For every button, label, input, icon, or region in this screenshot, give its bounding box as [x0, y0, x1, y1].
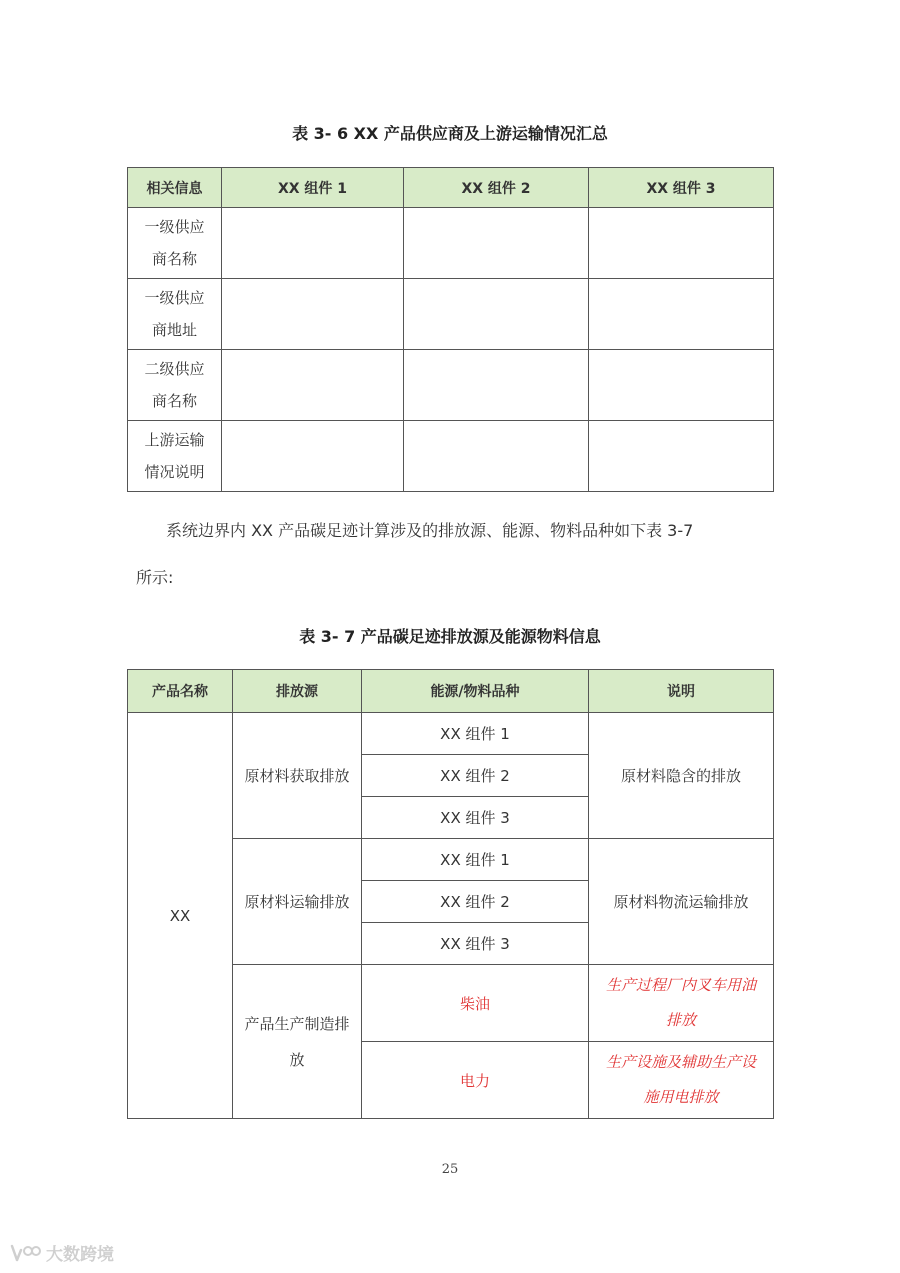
header-component-3: XX 组件 3 [589, 168, 774, 208]
table-cell [589, 208, 774, 279]
table2-caption: 表 3- 7 产品碳足迹排放源及能源物料信息 [299, 627, 601, 646]
header-component-1: XX 组件 1 [222, 168, 404, 208]
watermark [8, 1240, 114, 1265]
header-description: 说明 [589, 670, 774, 713]
emission-source-cell: 产品生产制造排 放 [233, 965, 362, 1119]
table-cell [222, 421, 404, 492]
material-cell-electricity: 电力 [362, 1042, 589, 1119]
table-cell [222, 350, 404, 421]
header-emission-source: 排放源 [233, 670, 362, 713]
row-label: 一级供应 商地址 [128, 279, 222, 350]
header-related-info: 相关信息 [128, 168, 222, 208]
description-cell-electricity: 生产设施及辅助生产设 施用电排放 [589, 1042, 774, 1119]
header-component-2: XX 组件 2 [404, 168, 589, 208]
row-label: 二级供应 商名称 [128, 350, 222, 421]
table1-caption: 表 3- 6 XX 产品供应商及上游运输情况汇总 [292, 124, 608, 143]
table-cell [589, 279, 774, 350]
material-cell: XX 组件 2 [362, 881, 589, 923]
table-row [128, 350, 774, 421]
description-cell-diesel: 生产过程厂内叉车用油 排放 [589, 965, 774, 1042]
description-cell: 原材料物流运输排放 [589, 839, 774, 965]
emission-source-table [127, 669, 774, 1119]
material-cell: XX 组件 1 [362, 839, 589, 881]
material-cell: XX 组件 3 [362, 797, 589, 839]
table-cell [589, 350, 774, 421]
body-paragraph-line1: 系统边界内 XX 产品碳足迹计算涉及的排放源、能源、物料品种如下表 3-7 [166, 521, 694, 540]
table-cell [222, 208, 404, 279]
table-row [128, 208, 774, 279]
product-name-cell: XX [128, 713, 233, 1119]
description-cell: 原材料隐含的排放 [589, 713, 774, 839]
emission-source-cell: 原材料获取排放 [233, 713, 362, 839]
logo-icon [8, 1242, 42, 1264]
supplier-table [127, 167, 774, 492]
table-row [128, 279, 774, 350]
page-number: 25 [441, 1162, 459, 1177]
table-row [128, 421, 774, 492]
table-cell [404, 421, 589, 492]
header-energy-material: 能源/物料品种 [362, 670, 589, 713]
material-cell: XX 组件 3 [362, 923, 589, 965]
watermark-text: 大数跨境 [46, 1245, 114, 1265]
emission-source-cell: 原材料运输排放 [233, 839, 362, 965]
table-row [128, 713, 774, 755]
row-label: 上游运输 情况说明 [128, 421, 222, 492]
table-cell [404, 208, 589, 279]
row-label: 一级供应 商名称 [128, 208, 222, 279]
header-product-name: 产品名称 [128, 670, 233, 713]
table-cell [404, 279, 589, 350]
material-cell-diesel: 柴油 [362, 965, 589, 1042]
material-cell: XX 组件 1 [362, 713, 589, 755]
table-cell [404, 350, 589, 421]
material-cell: XX 组件 2 [362, 755, 589, 797]
body-paragraph-line2: 所示: [136, 568, 174, 587]
table-cell [222, 279, 404, 350]
table-cell [589, 421, 774, 492]
